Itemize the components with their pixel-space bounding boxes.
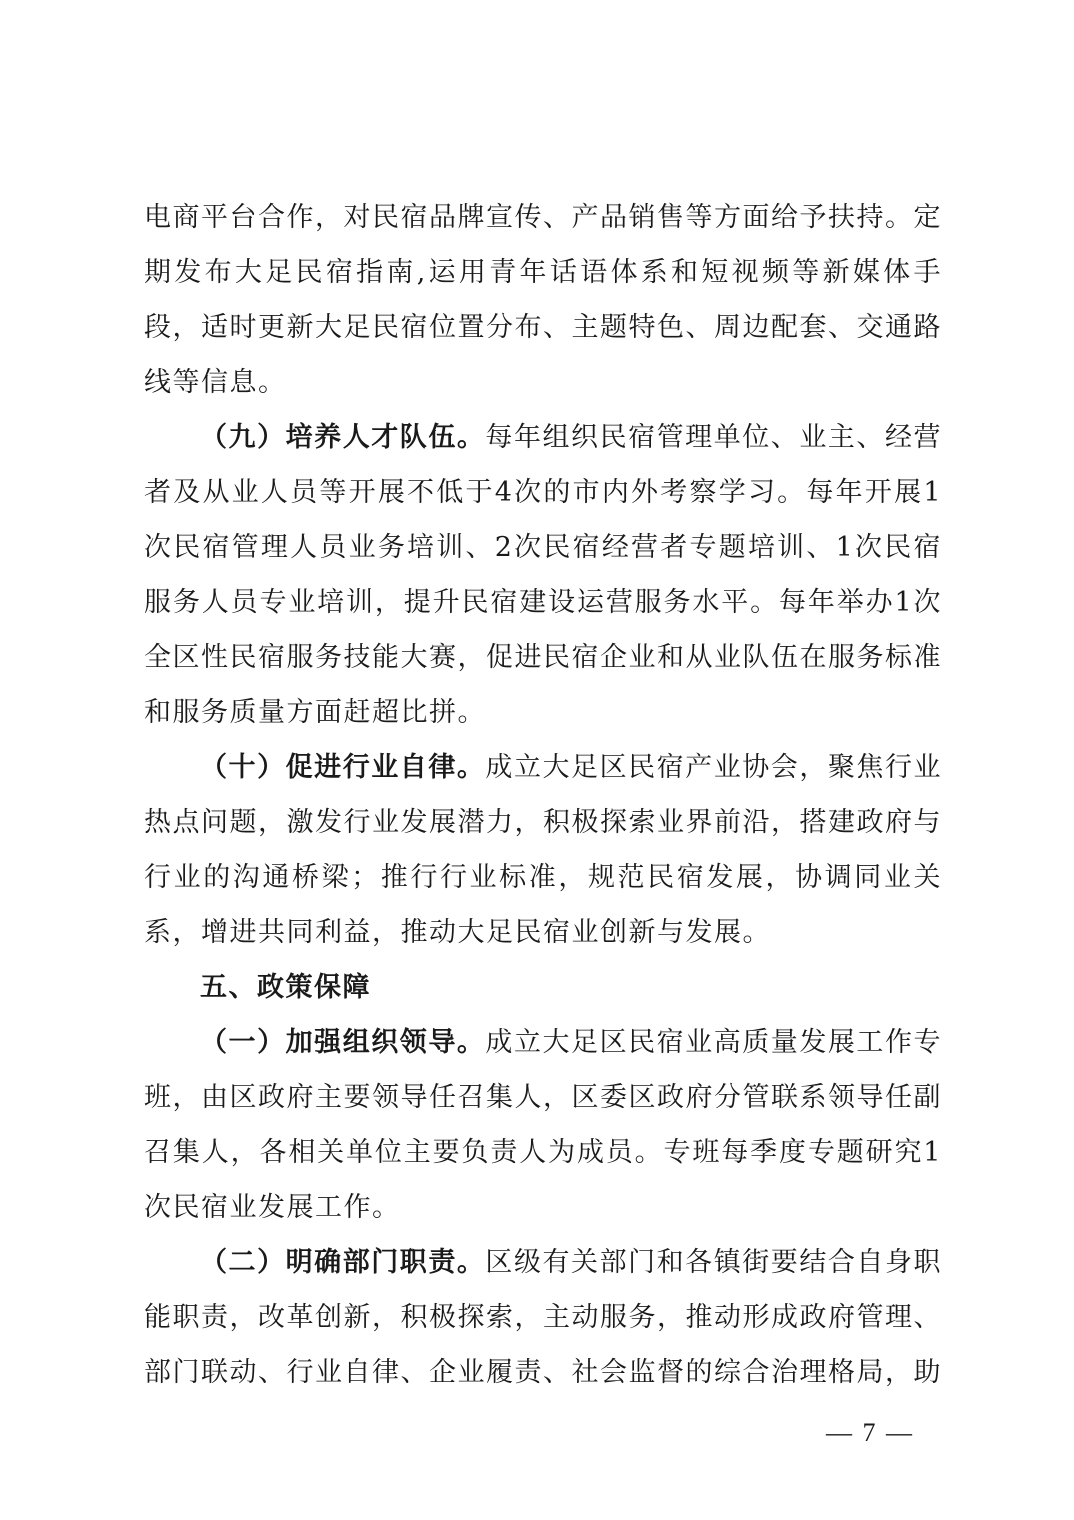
- paragraph-text: 成立大足区民宿业高质量发展工作专班，由区政府主要领导任召集人，区委区政府分管联系领导任副召集人，各相关单位主要负责人为成员。专班每季度专题研究1次民宿业发展工作。: [144, 1027, 943, 1223]
- paragraph-department-duties: [144, 1235, 942, 1400]
- paragraph-lead: （一）加强组织领导。: [200, 1027, 486, 1058]
- paragraph-lead: （九）培养人才队伍。: [200, 422, 486, 453]
- paragraph-text: 电商平台合作，对民宿品牌宣传、产品销售等方面给予扶持。定期发布大足民宿指南,运用青年话语体系和短视频等新媒体手段，适时更新大足民宿位置分布、主题特色、周边配套、交通路线等信息。: [144, 202, 942, 398]
- paragraph-organization-leadership: [144, 1015, 942, 1235]
- section-heading-policy-guarantee: 五、政策保障: [200, 972, 371, 1003]
- paragraph-text: 每年组织民宿管理单位、业主、经营者及从业人员等开展不低于4次的市内外考察学习。每年开展1次民宿管理人员业务培训、2次民宿经营者专题培训、1次民宿服务人员专业培训，提升民宿建设运营服务水平。每年举办1次全区性民宿服务技能大赛，促进民宿企业和从业队伍在服务标准和服务质量方面赶超比拼。: [144, 422, 943, 728]
- paragraph-talent-team: [144, 410, 942, 740]
- page-number: — 7 —: [826, 1418, 914, 1447]
- paragraph-lead: （十）促进行业自律。: [200, 752, 486, 783]
- page-body: [144, 190, 942, 1400]
- paragraph-continued: [144, 190, 942, 410]
- paragraph-text: 成立大足区民宿产业协会，聚焦行业热点问题，激发行业发展潜力，积极探索业界前沿，搭建政府与行业的沟通桥梁；推行行业标准，规范民宿发展，协调同业关系，增进共同利益，推动大足民宿业创新与发展。: [144, 752, 943, 948]
- paragraph-industry-self-discipline: [144, 740, 942, 960]
- paragraph-lead: （二）明确部门职责。: [200, 1247, 486, 1278]
- paragraph-text: 区级有关部门和各镇街要结合自身职能职责，改革创新，积极探索，主动服务，推动形成政府管理、部门联动、行业自律、企业履责、社会监督的综合治理格局，助: [144, 1247, 943, 1388]
